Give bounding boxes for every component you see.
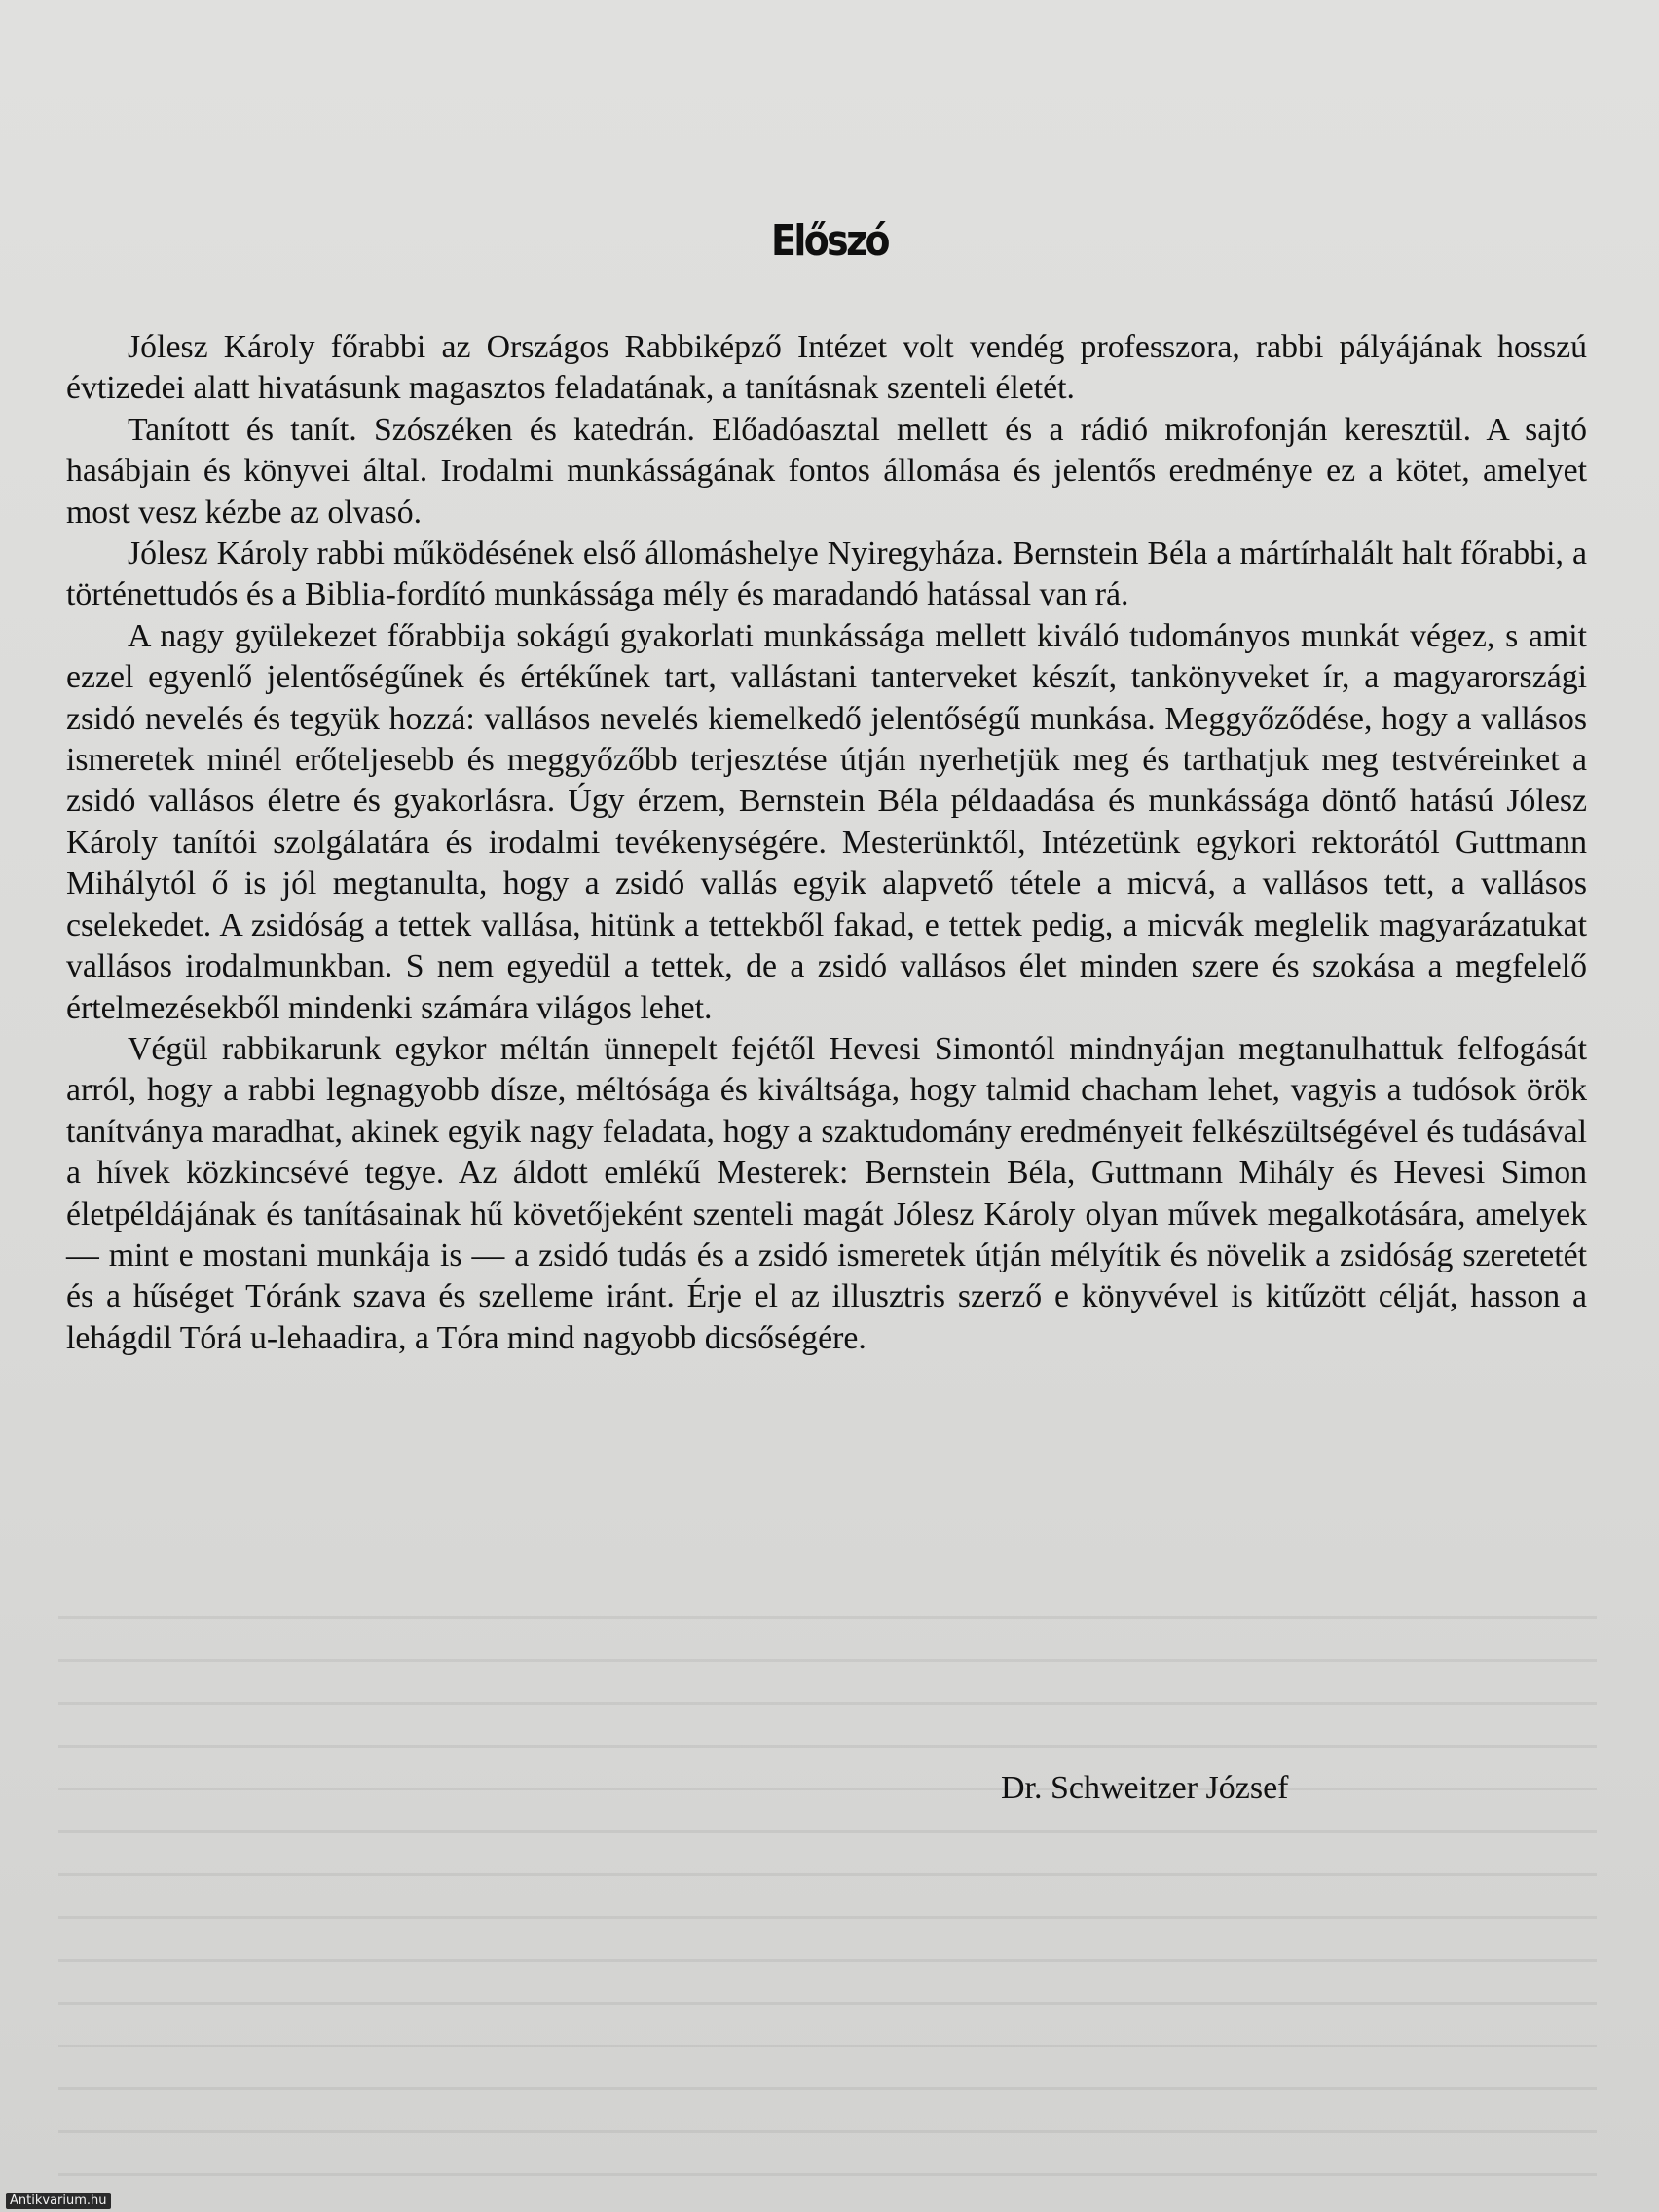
paragraph-1: Jólesz Károly főrabbi az Országos Rabbiképző Intézet volt vendég professzora, rabbi pályájának hosszú évtizedei alatt hivatásunk magasztos feladatának, a tanításnak szenteli életét. [66,329,1587,407]
show-through-texture [58,1616,1597,2200]
paragraph-3: Jólesz Károly rabbi működésének első állomáshelye Nyiregyháza. Bernstein Béla a mártírhalált halt főrabbi, a történettudós és a Biblia-fordító munkássága mély és maradandó hatással van rá. [66,535,1587,613]
site-watermark: Antikvarium.hu [6,2193,111,2209]
paragraph-5: Végül rabbikarunk egykor méltán ünnepelt fejétől Hevesi Simontól mindnyájan megtanulhattuk felfogását arról, hogy a rabbi legnagyobb dísze, méltósága és kiváltsága, hogy talmid chacham lehet, vagyis a tudósok örök tanítványa maradhat, akinek egyik nagy feladata, hogy a szaktudomány eredményeit felkészültségével és tudásával a hívek közkincsévé tegye. Az áldott emlékű Mesterek: Bernstein Béla, Guttmann Mihály és Hevesi Simon életpéldájának és tanításainak hű követőjeként szenteli magát Jólesz Károly olyan művek megalkotására, amelyek — mint e mostani munkája is — a zsidó tudás és a zsidó ismeretek útján mélyítik és növelik a zsidóság szeretetét és a hűséget Tóránk szava és szelleme iránt. Érje el az illusztris szerző e könyvével is kitűzött célját, hasson a lehágdil Tórá u-lehaadira, a Tóra mind nagyobb dicsőségére. [66,1030,1587,1356]
preface-body [66,327,1587,1359]
page-title: Előszó [771,216,888,266]
author-signature: Dr. Schweitzer József [1001,1770,1289,1806]
paragraph-2: Tanított és tanít. Szószéken és katedrán. Előadóasztal mellett és a rádió mikrofonján keresztül. A sajtó hasábjain és könyvei által. Irodalmi munkásságának fontos állomása és jelentős eredménye ez a kötet, amelyet most vesz kézbe az olvasó. [66,411,1587,531]
paragraph-4: A nagy gyülekezet főrabbija sokágú gyakorlati munkássága mellett kiváló tudományos munkát végez, s amit ezzel egyenlő jelentőségűnek és értékűnek tart, vallástani tanterveket készít, tankönyveket ír, a magyarországi zsidó nevelés és tegyük hozzá: vallásos nevelés kiemelkedő jelentőségű munkása. Meggyőződése, hogy a vallásos ismeretek minél erőteljesebb és meggyőzőbb terjesztése útján nyerhetjük meg és tarthatjuk meg testvéreinket a zsidó vallásos életre és gyakorlásra. Úgy érzem, Bernstein Béla példaadása és munkássága döntő hatású Jólesz Károly tanítói szolgálatára és irodalmi tevékenységére. Mesterünktől, Intézetünk egykori rektorától Guttmann Mihálytól ő is jól megtanulta, hogy a zsidó vallás egyik alapvető tétele a micvá, a vallásos tett, a vallásos cselekedet. A zsidóság a tettek vallása, hitünk a tettekből fakad, e tettek pedig, a micvák meglelik magyarázatukat vallásos irodalmunkban. S nem egyedül a tettek, de a zsidó vallásos élet minden szere és szokása a megfelelő értelmezésekből mindenki számára világos lehet. [66,617,1587,1026]
